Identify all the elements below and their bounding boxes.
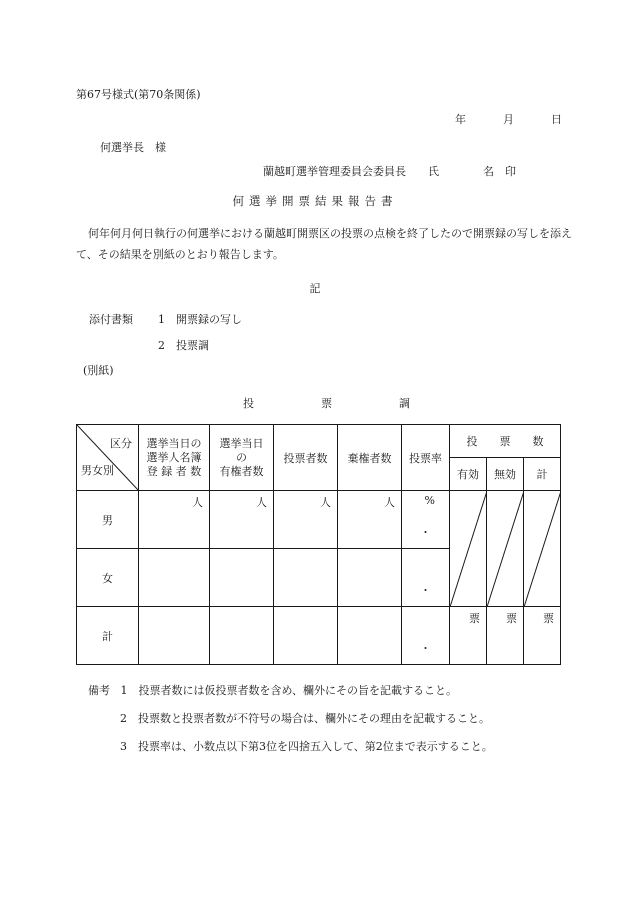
date-year: 年: [455, 113, 466, 126]
note-1: [88, 682, 457, 698]
header-eligible: [210, 425, 274, 491]
slash-diagonal: [487, 491, 524, 607]
header-turnout: 投票率: [402, 425, 450, 491]
header-registered-line-2: 選挙人名簿: [146, 450, 202, 464]
cell-valid-blank: [450, 491, 487, 607]
header-voters: 投票者数: [274, 425, 338, 491]
unit-ballot: 票: [543, 612, 554, 625]
unit-person: 人: [192, 496, 203, 509]
header-abstainers: 棄権者数: [338, 425, 402, 491]
header-corner-cell: [77, 425, 139, 491]
attachment-item-2: 2 投票調: [158, 339, 209, 352]
table-title: [243, 395, 410, 411]
header-ballot-count: 投 票 数: [450, 425, 561, 458]
decimal-point: ・: [420, 526, 431, 539]
cell-female-eligible: [210, 549, 274, 607]
unit-person: 人: [320, 496, 331, 509]
body-text: 何年何月何日執行の何選挙における蘭越町開票区の投票の点検を終了したので開票録の写しを添えて、その結果を別紙のとおり報告します。: [76, 227, 572, 261]
decimal-point: ・: [420, 584, 431, 597]
row-label-female: 女: [77, 549, 139, 607]
row-label-male: 男: [77, 491, 139, 549]
cell-total-invalid: [487, 607, 524, 665]
cell-female-voters: [274, 549, 338, 607]
cell-total-eligible: [210, 607, 274, 665]
table-title-char-2: 票: [321, 397, 332, 410]
cell-male-voters: [274, 491, 338, 549]
table-title-char-1: 投: [243, 397, 254, 410]
header-eligible-line-3: 有権者数: [219, 464, 264, 478]
corner-label-category: 区分: [110, 437, 132, 450]
unit-ballot: 票: [506, 612, 517, 625]
unit-ballot: 票: [469, 612, 480, 625]
cell-male-eligible: [210, 491, 274, 549]
document-title: 何選挙開票結果報告書: [232, 194, 398, 208]
cell-female-registered: [139, 549, 210, 607]
row-label-total: 計: [77, 607, 139, 665]
corner-label-gender: 男女別: [81, 464, 114, 477]
slash-diagonal: [524, 491, 561, 607]
date-month: 月: [503, 113, 514, 126]
header-registered-line-1: 選挙当日の: [146, 436, 202, 450]
cell-female-turnout: [402, 549, 450, 607]
date-day: 日: [551, 113, 562, 126]
header-valid: 有効: [450, 458, 487, 491]
header-registered: [139, 425, 210, 491]
note-2: 2 投票数と投票者数が不符号の場合は、欄外にその理由を記載すること。: [120, 712, 490, 725]
header-registered-line-3: 登 録 者 数: [146, 464, 202, 478]
ki-heading: 記: [309, 282, 321, 295]
unit-person: 人: [384, 496, 395, 509]
table-title-char-3: 調: [399, 397, 410, 410]
cell-total-abstainers: [338, 607, 402, 665]
vote-tally-table: [76, 424, 561, 665]
form-number: 第67号様式(第70条関係): [76, 88, 201, 101]
addressee: 何選挙長 様: [100, 141, 166, 154]
attachment-item-1: 1 開票録の写し: [158, 313, 242, 326]
header-invalid: 無効: [487, 458, 524, 491]
cell-total-voters: [274, 607, 338, 665]
header-eligible-line-2: の: [236, 450, 247, 464]
cell-total-valid: [450, 607, 487, 665]
unit-person: 人: [256, 496, 267, 509]
note-1-text: 1 投票者数には仮投票者数を含め、欄外にその旨を記載すること。: [120, 684, 458, 697]
header-ballot-total: 計: [524, 458, 561, 491]
decimal-point: ・: [420, 642, 431, 655]
sender-line: 蘭越町選挙管理委員会委員長 氏 名 印: [263, 165, 516, 178]
cell-total-registered: [139, 607, 210, 665]
notes-label: 備考: [88, 684, 110, 697]
note-3: 3 投票率は、小数点以下第3位を四捨五入して、第2位まで表示すること。: [120, 740, 493, 753]
unit-percent: %: [424, 494, 435, 507]
cell-ballot-total-blank: [524, 491, 561, 607]
cell-total-turnout: [402, 607, 450, 665]
slash-diagonal: [450, 491, 487, 607]
cell-male-abstainers: [338, 491, 402, 549]
cell-total-ballots: [524, 607, 561, 665]
cell-male-registered: [139, 491, 210, 549]
attachments-label: 添付書類: [89, 313, 133, 326]
cell-female-abstainers: [338, 549, 402, 607]
appendix-label: (別紙): [83, 364, 114, 377]
cell-invalid-blank: [487, 491, 524, 607]
cell-male-turnout: [402, 491, 450, 549]
date-line: [455, 111, 562, 127]
header-eligible-line-1: 選挙当日: [219, 436, 264, 450]
